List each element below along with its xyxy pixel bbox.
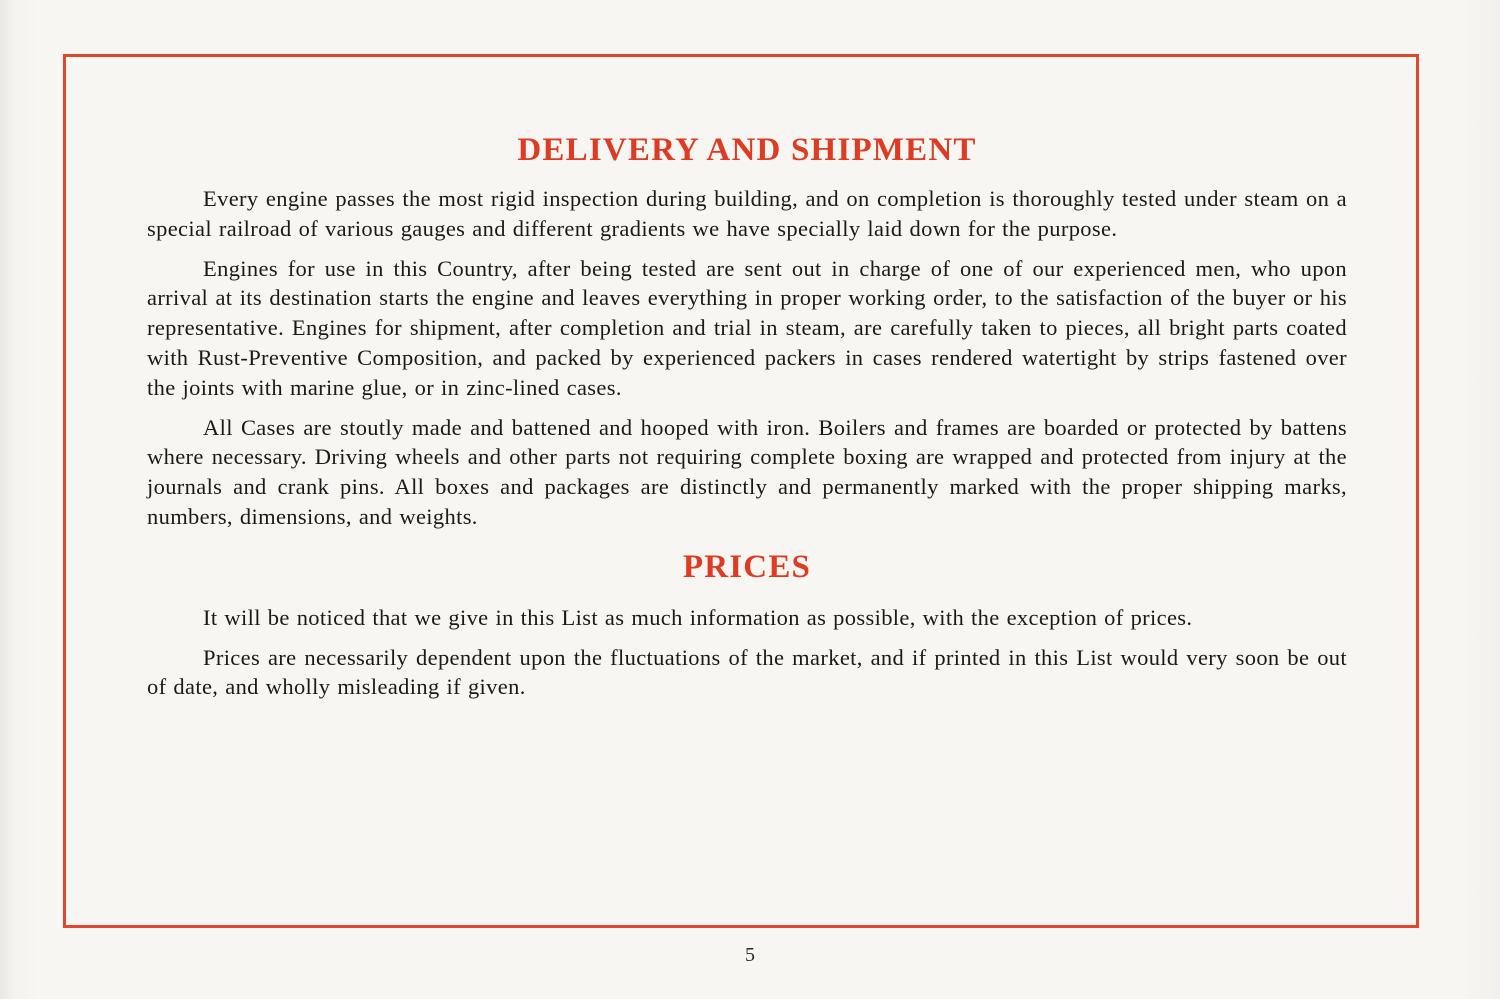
delivery-section xyxy=(147,128,1347,532)
delivery-paragraph-inspection: Every engine passes the most rigid inspection during building, and on completion is thoroughly tested under steam on a special railroad of various gauges and different gradients we have specially laid down for the purpose. xyxy=(147,186,1347,241)
page-number: 5 xyxy=(745,944,755,966)
delivery-paragraph-engines: Engines for use in this Country, after being tested are sent out in charge of one of our experienced men, who upon arrival at its destination starts the engine and leaves everything in proper working order, to the satisfaction of the buyer or his representative. Engines for shipment, after completion and trial in steam, are carefully taken to pieces, all bright parts coated with Rust-Preventive Composition, and packed by experienced packers in cases rendered watertight by strips fastened over the joints with marine glue, or in zinc-lined cases. xyxy=(147,255,1347,400)
delivery-heading: DELIVERY AND SHIPMENT xyxy=(517,132,977,168)
prices-paragraph-market: Prices are necessarily dependent upon the fluctuations of the market, and if printed in this List would very soon be out of date, and wholly misleading if given. xyxy=(147,644,1347,700)
prices-section xyxy=(147,545,1347,702)
prices-heading: PRICES xyxy=(682,548,812,585)
prices-paragraph-notice: It will be noticed that we give in this List as much information as possible, with the exception of prices. xyxy=(203,604,1193,630)
delivery-paragraph-cases: All Cases are stoutly made and battened and hooped with iron. Boilers and frames are boarded or protected by battens where necessary. Driving wheels and other parts not requiring complete boxing are wrapped and protected from injury at the journals and crank pins. All boxes and packages are distinctly and permanently marked with the proper shipping marks, numbers, dimensions, and weights. xyxy=(147,414,1347,529)
page-content xyxy=(147,128,1347,712)
